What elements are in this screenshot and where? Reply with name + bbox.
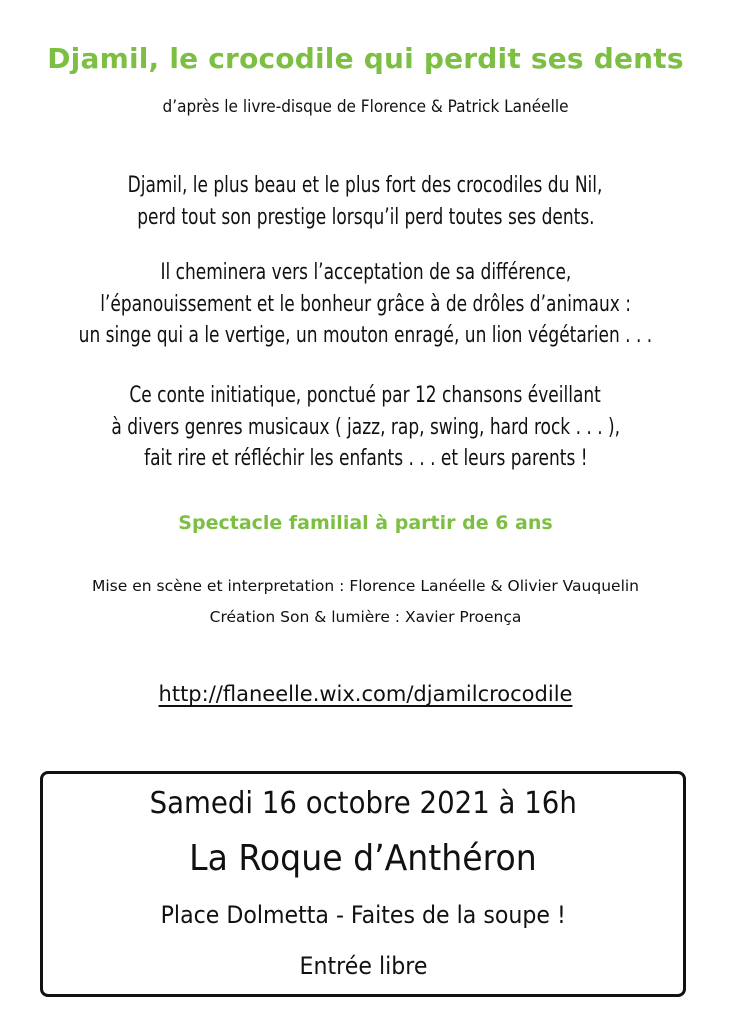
book-credit-subtitle: d’après le livre-disque de Florence & Patrick Lanéelle	[162, 97, 569, 117]
description-paragraph-3	[0, 380, 731, 475]
description-line: un singe qui a le vertige, un mouton enragé, un lion végétarien . . .	[78, 323, 653, 348]
event-place: Place Dolmetta - Faites de la soupe !	[160, 901, 566, 929]
audience-note: Spectacle familial à partir de 6 ans	[178, 512, 553, 534]
event-entry: Entrée libre	[299, 952, 427, 980]
event-info-box	[40, 771, 686, 997]
description-line: Il cheminera vers l’acceptation de sa différence,	[160, 260, 571, 285]
description-paragraph-2	[0, 257, 731, 352]
description-line: fait rire et réfléchir les enfants . . . et leurs parents !	[143, 446, 588, 471]
description-line: l’épanouissement et le bonheur grâce à de drôles d’animaux :	[100, 291, 631, 317]
description-paragraph-1	[0, 170, 731, 233]
sound-light-credit: Création Son & lumière : Xavier Proença	[209, 608, 522, 626]
description-line: Djamil, le plus beau et le plus fort des crocodiles du Nil,	[128, 173, 603, 198]
event-town: La Roque d’Anthéron	[189, 838, 537, 879]
show-title: Djamil, le crocodile qui perdit ses dents	[47, 42, 684, 75]
staging-credit: Mise en scène et interpretation : Florence Lanéelle & Olivier Vauquelin	[91, 577, 640, 595]
description-line: perd tout son prestige lorsqu’il perd toutes ses dents.	[136, 204, 595, 230]
description-line: à divers genres musicaux ( jazz, rap, swing, hard rock . . . ),	[111, 414, 620, 440]
description-line: Ce conte initiatique, ponctué par 12 chansons éveillant	[129, 383, 602, 408]
website-link[interactable]: http://flaneelle.wix.com/djamilcrocodile	[158, 682, 573, 706]
event-date: Samedi 16 octobre 2021 à 16h	[149, 786, 577, 821]
website-line	[0, 682, 731, 706]
